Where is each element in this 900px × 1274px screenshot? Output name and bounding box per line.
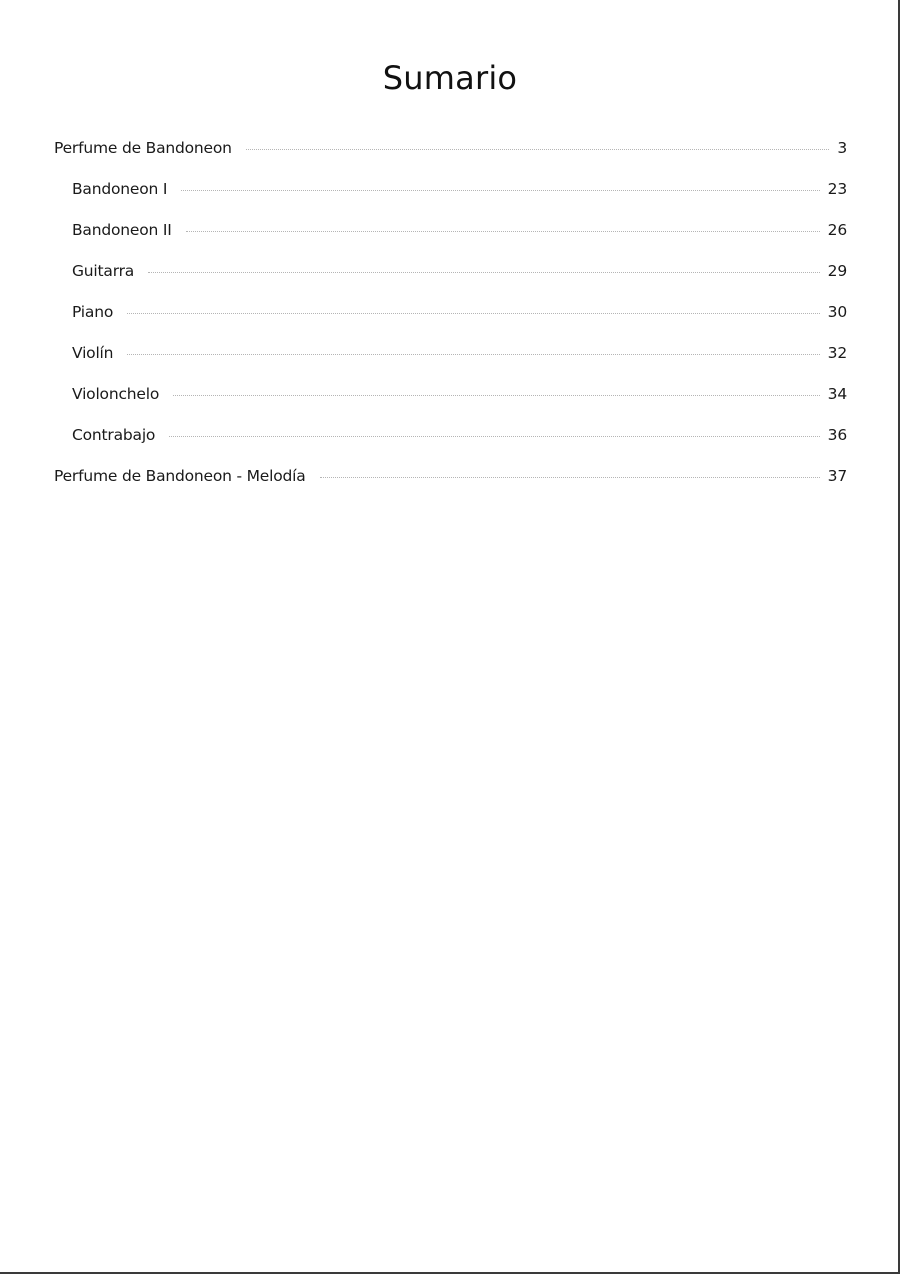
toc-dot-leader bbox=[181, 190, 819, 191]
toc-entry-label: Perfume de Bandoneon - Melodía bbox=[54, 467, 306, 485]
toc-entry-perfume-de-bandoneon-melodia[interactable] bbox=[54, 456, 847, 497]
toc-entry-bandoneon-i[interactable] bbox=[54, 169, 847, 210]
toc-entry-label: Violín bbox=[72, 344, 114, 362]
toc-entry-label: Violonchelo bbox=[72, 385, 160, 403]
toc-entry-perfume-de-bandoneon[interactable] bbox=[54, 128, 847, 169]
toc-dot-leader bbox=[173, 395, 820, 396]
toc-entry-label: Bandoneon I bbox=[72, 180, 168, 198]
toc-entry-bandoneon-ii[interactable] bbox=[54, 210, 847, 251]
toc-dot-leader bbox=[127, 313, 820, 314]
toc-entry-violin[interactable] bbox=[54, 333, 847, 374]
toc-entry-page-number: 29 bbox=[827, 262, 847, 280]
page-title: Sumario bbox=[382, 59, 518, 97]
toc-dot-leader bbox=[246, 149, 829, 150]
toc-entry-page-number: 37 bbox=[827, 467, 847, 485]
toc-entry-page-number: 23 bbox=[827, 180, 847, 198]
toc-dot-leader bbox=[186, 231, 820, 232]
toc-entry-page-number: 32 bbox=[827, 344, 847, 362]
toc-entry-label: Bandoneon II bbox=[72, 221, 172, 239]
toc-entry-label: Guitarra bbox=[72, 262, 135, 280]
toc-entry-page-number: 3 bbox=[837, 139, 847, 157]
toc-entry-page-number: 36 bbox=[827, 426, 847, 444]
toc-dot-leader bbox=[169, 436, 819, 437]
toc-entry-page-number: 34 bbox=[827, 385, 847, 403]
toc-entry-label: Perfume de Bandoneon bbox=[54, 139, 232, 157]
toc-dot-leader bbox=[320, 477, 820, 478]
toc-entry-page-number: 26 bbox=[827, 221, 847, 239]
toc-entry-contrabajo[interactable] bbox=[54, 415, 847, 456]
table-of-contents bbox=[54, 128, 847, 497]
toc-entry-page-number: 30 bbox=[827, 303, 847, 321]
toc-entry-label: Piano bbox=[72, 303, 114, 321]
toc-entry-label: Contrabajo bbox=[72, 426, 156, 444]
toc-entry-piano[interactable] bbox=[54, 292, 847, 333]
toc-entry-guitarra[interactable] bbox=[54, 251, 847, 292]
toc-dot-leader bbox=[127, 354, 819, 355]
toc-dot-leader bbox=[148, 272, 820, 273]
toc-entry-violonchelo[interactable] bbox=[54, 374, 847, 415]
